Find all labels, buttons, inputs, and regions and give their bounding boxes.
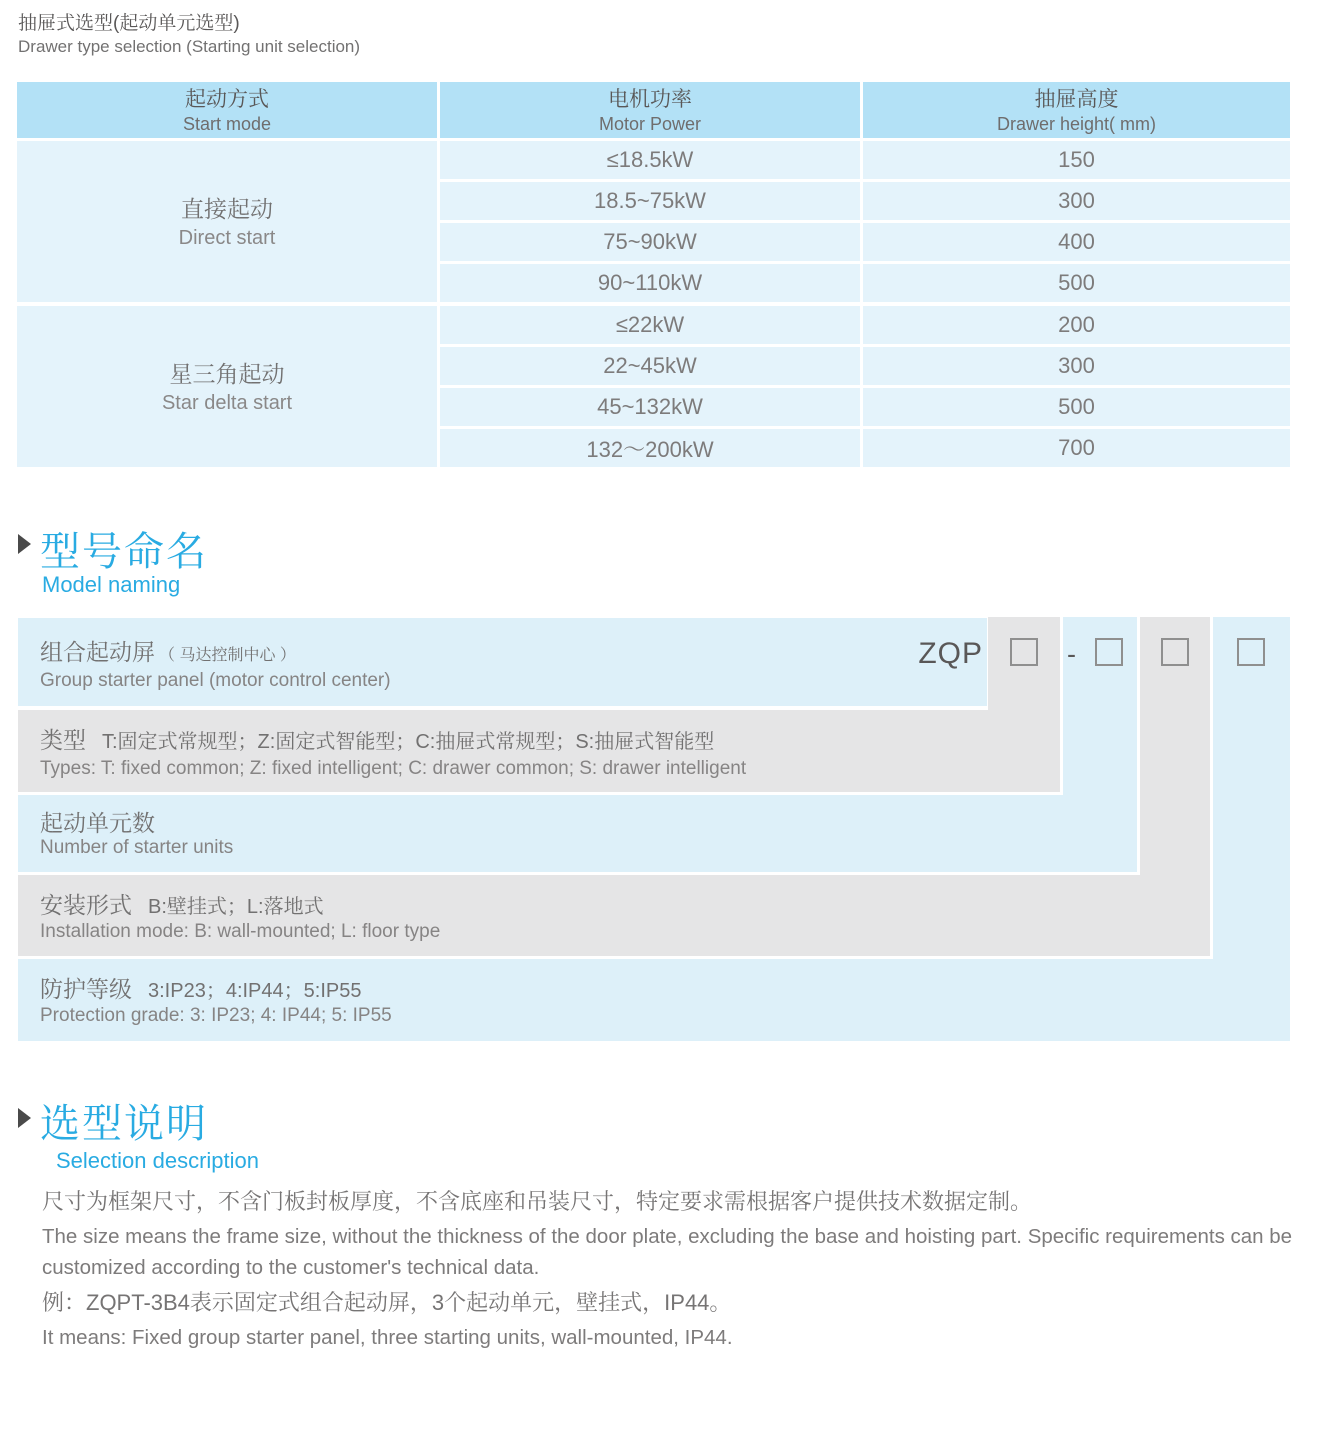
model-row-zh: 起动单元数	[40, 810, 155, 836]
model-row-installation-mode	[18, 875, 1210, 956]
header-drawer-height-en: Drawer height( mm)	[996, 113, 1157, 134]
header-motor-power	[440, 82, 860, 138]
model-row-en: Installation mode: B: wall-mounted; L: floor type	[40, 921, 441, 942]
model-code-prefix: ZQP	[918, 637, 983, 670]
model-row-detail: T:固定式常规型；Z:固定式智能型；C:抽屉式常规型；S:抽屉式智能型	[102, 731, 715, 753]
model-row-line	[40, 805, 1127, 838]
model-row-starter-units	[18, 795, 1137, 872]
height-cell: 500	[863, 388, 1290, 426]
model-row-zh: 防护等级	[40, 976, 132, 1002]
height-cell: 150	[863, 141, 1290, 179]
model-row-line	[40, 971, 1280, 1004]
example-paragraph-en: It means: Fixed group starter panel, three starting units, wall-mounted, IP44.	[42, 1326, 733, 1349]
table-row	[440, 306, 1290, 344]
drawer-selection-table	[17, 82, 1290, 467]
power-cell: 45~132kW	[440, 388, 860, 426]
model-code-box-units	[1095, 638, 1123, 666]
header-drawer-height	[863, 82, 1290, 138]
model-row-zh: 类型	[40, 727, 86, 753]
power-cell: 75~90kW	[440, 223, 860, 261]
model-row-types	[18, 710, 1060, 792]
model-code-box-installation	[1161, 638, 1189, 666]
table-body	[17, 141, 1290, 467]
header-drawer-height-zh: 抽屉高度	[1034, 87, 1119, 111]
section-title-zh: 型号命名	[40, 530, 208, 574]
table-row	[440, 223, 1290, 261]
model-row-note: （ 马达控制中心 ）	[159, 647, 296, 664]
model-row-line	[40, 887, 1200, 920]
mode-en: Direct start	[178, 226, 276, 249]
model-row-line	[40, 722, 1050, 755]
header-start-mode	[17, 82, 437, 138]
model-row-line	[40, 634, 977, 667]
table-row	[440, 429, 1290, 467]
table-group-direct-start	[17, 141, 1290, 302]
height-cell: 300	[863, 182, 1290, 220]
mode-zh: 直接起动	[181, 195, 273, 222]
power-cell: 90~110kW	[440, 264, 860, 302]
mode-en: Star delta start	[161, 391, 293, 414]
height-cell: 300	[863, 347, 1290, 385]
power-cell: ≤22kW	[440, 306, 860, 344]
model-row-en: Number of starter units	[40, 837, 234, 858]
height-cell: 200	[863, 306, 1290, 344]
table-row	[440, 347, 1290, 385]
height-cell: 400	[863, 223, 1290, 261]
table-row	[440, 388, 1290, 426]
group-rows	[440, 141, 1290, 302]
mode-zh: 星三角起动	[169, 360, 285, 387]
section-title-en: Model naming	[42, 572, 181, 597]
table-header-row	[17, 82, 1290, 138]
height-cell: 700	[863, 429, 1290, 467]
selection-description-text	[42, 1186, 1294, 1357]
model-code-dash: -	[1067, 639, 1076, 669]
table-row	[440, 141, 1290, 179]
power-cell: 18.5~75kW	[440, 182, 860, 220]
example-paragraph-zh: 例：ZQPT-3B4表示固定式组合起动屏，3个起动单元，壁挂式，IP44。	[42, 1290, 732, 1315]
table-row	[440, 264, 1290, 302]
description-paragraph-zh: 尺寸为框架尺寸，不含门板封板厚度，不含底座和吊装尺寸，特定要求需根据客户提供技术数据定制。	[42, 1189, 1033, 1214]
model-code-box-type	[1010, 638, 1038, 666]
model-row-detail: B:壁挂式；L:落地式	[148, 896, 324, 918]
mode-cell-direct-start	[17, 141, 437, 302]
header-start-mode-zh: 起动方式	[185, 87, 269, 111]
header-start-mode-en: Start mode	[182, 113, 272, 134]
group-rows	[440, 306, 1290, 467]
model-row-protection-grade	[18, 959, 1290, 1041]
model-row-zh: 安装形式	[40, 892, 132, 918]
model-naming-diagram	[18, 617, 1290, 1041]
table-group-star-delta-start	[17, 306, 1290, 467]
model-code-box-protection	[1237, 638, 1265, 666]
page-title-zh: 抽屉式选型(起动单元选型)	[18, 13, 240, 34]
header-motor-power-zh: 电机功率	[608, 87, 692, 111]
code-column-protection	[1213, 617, 1290, 960]
height-cell: 500	[863, 264, 1290, 302]
mode-cell-star-delta	[17, 306, 437, 467]
page-title-en: Drawer type selection (Starting unit selection)	[18, 37, 361, 56]
model-row-en: Types: T: fixed common; Z: fixed intelligent; C: drawer common; S: drawer intelligent	[40, 758, 747, 779]
header-motor-power-en: Motor Power	[598, 113, 702, 134]
triangle-bullet-icon	[18, 1108, 31, 1128]
table-row	[440, 182, 1290, 220]
model-row-en: Protection grade: 3: IP23; 4: IP44; 5: IP55	[40, 1005, 392, 1026]
power-cell: ≤18.5kW	[440, 141, 860, 179]
section-title-zh: 选型说明	[40, 1102, 208, 1146]
power-cell: 132～200kW	[440, 429, 860, 467]
triangle-bullet-icon	[18, 534, 31, 554]
section-title-en: Selection description	[56, 1148, 260, 1173]
model-row-en: Group starter panel (motor control center)	[40, 670, 391, 691]
model-row-zh: 组合起动屏	[40, 639, 155, 665]
power-cell: 22~45kW	[440, 347, 860, 385]
model-row-group-starter-panel	[18, 618, 987, 706]
model-row-detail: 3:IP23；4:IP44；5:IP55	[148, 980, 362, 1002]
description-paragraph-en: The size means the frame size, without the thickness of the door plate, excluding the base and hoisting part. Specific requirements can be customized according to the customer's technical data.	[42, 1225, 1293, 1279]
